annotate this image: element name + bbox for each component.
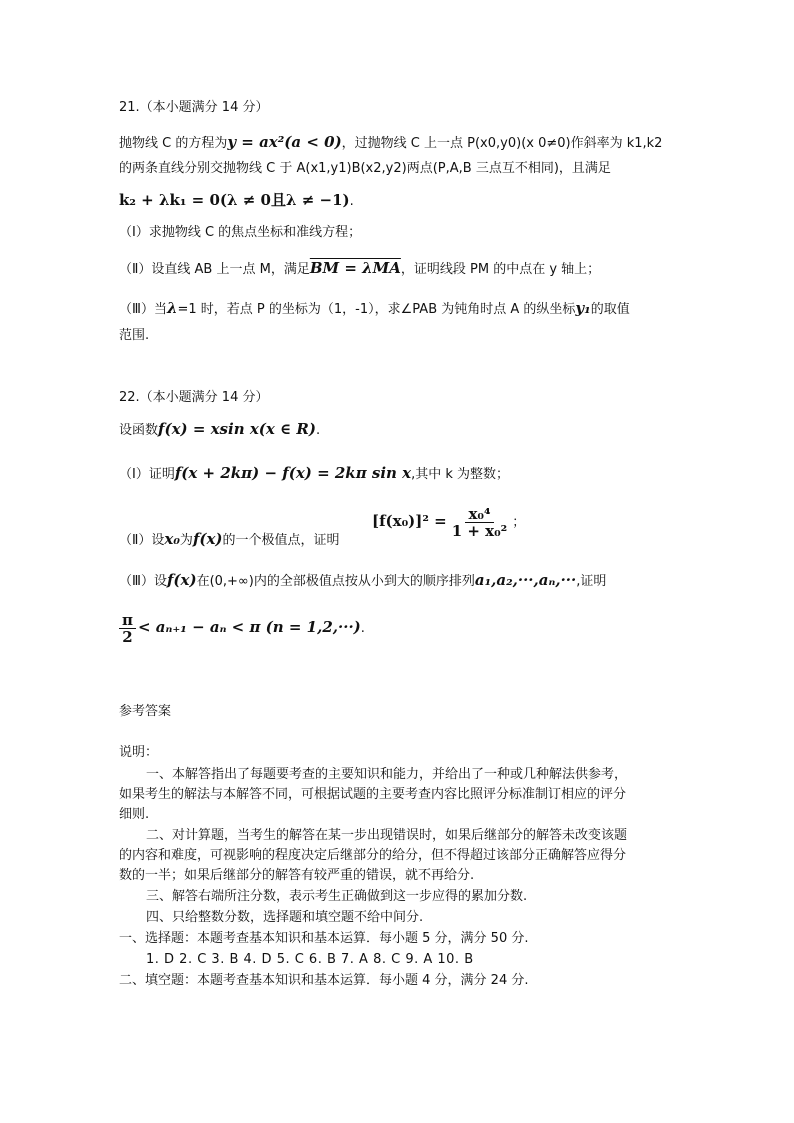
q22-part-1-text-b: ,其中 k 为整数； (411, 467, 510, 482)
answers-rule-4: 四、只给整数分数，选择题和填空题不给中间分. (146, 910, 424, 925)
q21-part-2-text-a: （Ⅱ）设直线 AB 上一点 M，满足 (119, 262, 310, 277)
answers-rule-2-line-1: 二、对计算题，当考生的解答在某一步出现错误时，如果后继部分的解答未改变该题 (146, 828, 628, 843)
q21-line-1 (119, 133, 662, 153)
q21-vector-formula: BM = λMA (309, 259, 401, 277)
q21-parabola-equation: y = ax²(a < 0) (227, 133, 342, 151)
q21-condition-formula: k₂ + λk₁ = 0(λ ≠ 0且λ ≠ −1) (119, 191, 350, 209)
q21-part-3 (119, 299, 630, 319)
q22-part-1 (119, 464, 509, 484)
q22-part-1-formula: f(x + 2kπ) − f(x) = 2kπ sin x (174, 464, 412, 482)
q22-fx-symbol-2: f(x) (166, 571, 197, 589)
q22-pi-numerator: π (119, 612, 136, 629)
answers-rule-1-line-2: 如果考生的解法与本解答不同，可根据试题的主要考查内容比照评分标准制订相应的评分 (119, 787, 627, 802)
answers-rule-2-line-2: 的内容和难度，可视影响的程度决定后继部分的给分，但不得超过该部分正确解答应得分 (119, 848, 627, 863)
q22-x0-symbol: x₀ (164, 530, 180, 548)
answers-rule-1-line-1: 一、本解答指出了每题要考查的主要知识和能力，并给出了一种或几种解法供参考， (146, 767, 628, 782)
q22-pi-over-2 (119, 612, 136, 645)
q22-pi-denominator: 2 (122, 628, 133, 646)
q22-part-3-text-b: 在(0,+∞)内的全部极值点按从小到大的顺序排列 (196, 574, 475, 589)
q22-part-2 (119, 530, 340, 550)
q22-formula-semicolon: ； (512, 515, 526, 530)
q22-part-3-inequality (119, 612, 365, 645)
q21-y1-symbol: y₁ (575, 299, 591, 317)
answers-rule-2-line-3: 数的一半；如果后继部分的解答有较严重的错误，就不再给分. (119, 868, 475, 883)
q22-function-definition: f(x) = xsin x(x ∈ R) (158, 420, 316, 438)
answers-section-1-answers: 1. D 2. C 3. B 4. D 5. C 6. B 7. A 8. C 9. A 10. B (146, 952, 474, 967)
q22-sequence: a₁,a₂,···,aₙ,··· (474, 571, 577, 589)
answers-title: 参考答案 (119, 704, 172, 719)
q22-fraction-numerator: x₀⁴ (465, 506, 493, 523)
q21-part-3-cont: 范围. (119, 328, 150, 343)
answers-section-1: 一、选择题：本题考查基本知识和基本运算．每小题 5 分，满分 50 分. (119, 931, 529, 946)
q22-part-3 (119, 571, 606, 591)
q22-fraction-denominator: 1 + x₀² (451, 522, 508, 540)
q21-part-1: （Ⅰ）求抛物线 C 的焦点坐标和准线方程； (119, 225, 362, 240)
q21-header: 21.（本小题满分 14 分） (119, 100, 269, 115)
q21-line-2: 的两条直线分别交抛物线 C 于 A(x1,y1)B(x2,y2)两点(P,A,B 三点互不相同)，且满足 (119, 161, 611, 176)
q22-part-3-text-a: （Ⅲ）设 (119, 574, 167, 589)
q21-line-1-text-a: 抛物线 C 的方程为 (119, 136, 228, 151)
q21-line-3 (119, 191, 354, 211)
q22-part-2-text-b: 为 (179, 533, 193, 548)
q22-fx-symbol: f(x) (192, 530, 223, 548)
q21-part-3-text-b: =1 时，若点 P 的坐标为（1，-1），求∠PAB 为钝角时点 A 的纵坐标 (177, 302, 576, 317)
q21-line-1-text-b: ，过抛物线 C 上一点 P(x0,y0)(x 0≠0)作斜率为 k1,k2 (341, 136, 663, 151)
q22-formula-lhs: [f(x₀)]² = (372, 512, 447, 530)
q21-part-3-text-c: 的取值 (590, 302, 630, 317)
q22-line-1-text: 设函数 (119, 423, 159, 438)
q21-part-3-text-a: （Ⅲ）当 (119, 302, 167, 317)
q22-line-1 (119, 420, 320, 440)
q22-inequality-formula: < aₙ₊₁ − aₙ < π (n = 1,2,···) (137, 618, 361, 636)
q22-part-1-text-a: （Ⅰ）证明 (119, 467, 175, 482)
answers-note-label: 说明： (119, 745, 159, 760)
q22-part-3-text-c: ,证明 (576, 574, 607, 589)
q22-formula-fraction (449, 506, 511, 539)
answers-section-2: 二、填空题：本题考查基本知识和基本运算．每小题 4 分，满分 24 分. (119, 973, 529, 988)
q22-part-2-text-c: 的一个极值点，证明 (222, 533, 340, 548)
q22-part-2-formula (372, 506, 525, 539)
answers-rule-1-line-3: 细则. (119, 807, 150, 822)
q21-lambda-symbol: λ (166, 299, 178, 317)
q22-inequality-period: . (360, 621, 365, 636)
answers-rule-3: 三、解答右端所注分数，表示考生正确做到这一步应得的累加分数. (146, 889, 528, 904)
q22-part-2-text-a: （Ⅱ）设 (119, 533, 165, 548)
q22-line-1-period: . (315, 423, 321, 438)
q22-header: 22.（本小题满分 14 分） (119, 390, 269, 405)
q21-part-2 (119, 259, 600, 279)
q21-line-3-period: . (349, 194, 354, 209)
q21-part-2-text-b: ，证明线段 PM 的中点在 y 轴上； (400, 262, 601, 277)
